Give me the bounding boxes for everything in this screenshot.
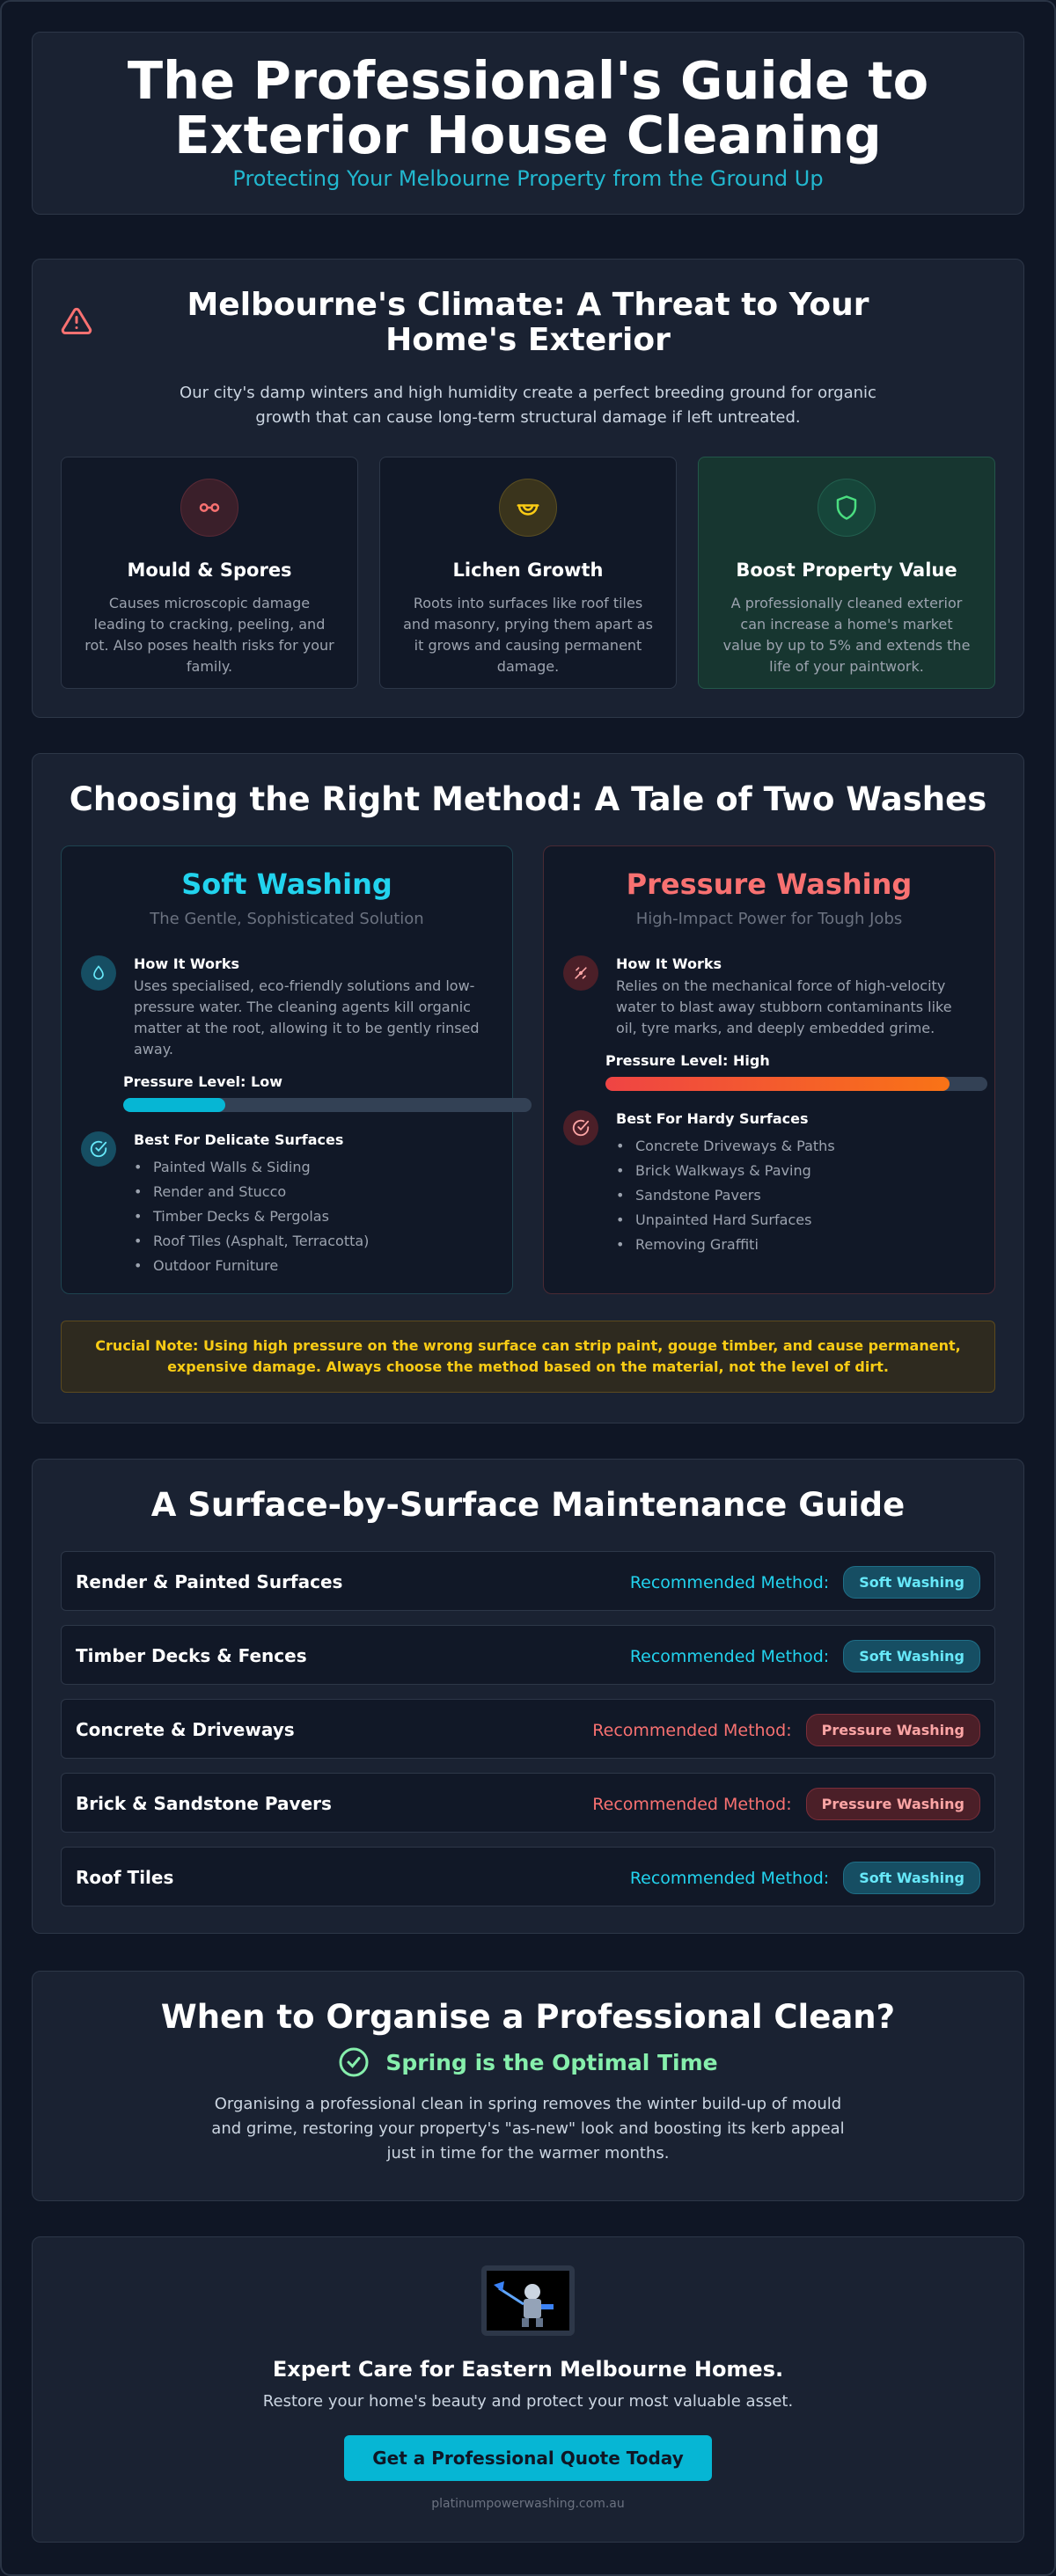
how-it-works-heading: How It Works [134, 955, 240, 972]
timing-section [32, 1971, 1024, 2201]
feature-title: Mould & Spores [127, 560, 292, 581]
mascot-logo-icon [487, 2271, 569, 2331]
cta-section [32, 2236, 1024, 2543]
soft-surface-list [134, 1155, 495, 1278]
page-title [33, 50, 1023, 165]
recommended-label: Recommended Method: [592, 1794, 792, 1814]
timing-text: Organising a professional clean in spring removes the winter build-up of mould and grime, restoring your property's "as-new" look and boosting its kerb appeal just in time for the warmer months. [211, 2095, 845, 2163]
soft-how-it-works [81, 955, 495, 1060]
pressure-how-it-works [563, 955, 977, 1039]
surfaces-section [32, 1459, 1024, 1934]
list-item: • Brick Walkways & Paving [616, 1159, 977, 1183]
lichen-icon [499, 479, 557, 537]
spores-icon [180, 479, 238, 537]
recommended-label: Recommended Method: [629, 1868, 830, 1888]
list-item: • Removing Graffiti [616, 1233, 977, 1257]
climate-title: Melbourne's Climate: A Threat to Your Home's Exterior [187, 287, 869, 358]
recommended-label: Recommended Method: [592, 1720, 792, 1740]
feature-card-value [698, 457, 995, 689]
best-for-heading: Best For Delicate Surfaces [134, 1131, 344, 1148]
feature-title: Lichen Growth [452, 560, 604, 581]
list-item: • Outdoor Furniture [134, 1254, 495, 1278]
climate-intro: Our city's damp winters and high humidity create a perfect breeding ground for organic growth that can cause long-term structural damage if left untreated. [180, 384, 876, 427]
surface-row [61, 1773, 995, 1833]
surface-name: Render & Painted Surfaces [76, 1571, 343, 1592]
feature-text: Roots into surfaces like roof tiles and masonry, prying them apart as it grows and causing permanent damage. [403, 595, 653, 675]
check-circle-icon [563, 1110, 598, 1145]
list-item: • Sandstone Pavers [616, 1183, 977, 1208]
soft-washing-card [61, 845, 513, 1294]
list-item: • Roof Tiles (Asphalt, Terracotta) [134, 1229, 495, 1254]
cta-title: Expert Care for Eastern Melbourne Homes. [272, 2357, 784, 2382]
climate-section [32, 259, 1024, 718]
method-badge: Pressure Washing [806, 1714, 980, 1746]
feature-title: Boost Property Value [736, 560, 957, 581]
soft-washing-tagline: The Gentle, Sophisticated Solution [150, 910, 424, 928]
pressure-pressure-label: Pressure Level: High [605, 1052, 770, 1069]
cta-subtitle: Restore your home's beauty and protect your most valuable asset. [262, 2392, 794, 2411]
spring-highlight-text: Spring is the Optimal Time [385, 2049, 718, 2075]
warning-icon [61, 305, 92, 337]
soft-best-for [81, 1131, 495, 1278]
pressure-best-for [563, 1110, 977, 1257]
how-it-works-heading: How It Works [616, 955, 722, 972]
surface-name: Brick & Sandstone Pavers [76, 1793, 332, 1814]
method-badge: Soft Washing [843, 1566, 980, 1599]
feature-card-mould [61, 457, 358, 689]
feature-text: Causes microscopic damage leading to cracking, peeling, and rot. Also poses health risks for your family. [84, 595, 334, 675]
pressure-washing-tagline: High-Impact Power for Tough Jobs [635, 910, 903, 928]
surface-row [61, 1625, 995, 1685]
list-item: • Render and Stucco [134, 1180, 495, 1204]
check-circle-icon [81, 1131, 116, 1167]
pressure-pressure-bar [605, 1077, 987, 1091]
method-badge: Pressure Washing [806, 1788, 980, 1820]
get-quote-button[interactable]: Get a Professional Quote Today [344, 2435, 711, 2481]
pressure-washing-card [543, 845, 995, 1294]
feature-text: A professionally cleaned exterior can increase a home's market value by up to 5% and extends the life of your paintwork. [722, 595, 971, 675]
surface-name: Concrete & Driveways [76, 1719, 295, 1740]
how-it-works-text: Uses specialised, eco-friendly solutions and low-pressure water. The cleaning agents kill organic matter at the root, allowing it to be gently rinsed away. [134, 977, 480, 1057]
soft-pressure-fill [123, 1098, 225, 1112]
recommended-label: Recommended Method: [629, 1572, 830, 1592]
best-for-heading: Best For Hardy Surfaces [616, 1110, 809, 1127]
page-subtitle: Protecting Your Melbourne Property from the Ground Up [232, 166, 824, 191]
list-item: • Painted Walls & Siding [134, 1155, 495, 1180]
how-it-works-text: Relies on the mechanical force of high-velocity water to blast away stubborn contaminants like oil, tyre marks, and deeply embedded grime. [616, 977, 952, 1036]
soft-washing-title: Soft Washing [181, 867, 392, 901]
feature-card-lichen [379, 457, 677, 689]
recommended-label: Recommended Method: [629, 1646, 830, 1666]
droplet-icon [81, 955, 116, 991]
method-badge: Soft Washing [843, 1862, 980, 1894]
methods-section [32, 753, 1024, 1423]
list-item: • Timber Decks & Pergolas [134, 1204, 495, 1229]
title-line-1: The Professional's Guide to [127, 50, 929, 111]
pressure-pressure-fill [605, 1077, 950, 1091]
pressure-surface-list [616, 1134, 977, 1257]
spring-highlight [33, 2046, 1023, 2078]
shield-icon [818, 479, 876, 537]
hero-header [32, 32, 1024, 215]
surfaces-title: A Surface-by-Surface Maintenance Guide [150, 1486, 906, 1524]
surface-row [61, 1847, 995, 1906]
surface-name: Timber Decks & Fences [76, 1645, 307, 1666]
check-circle-icon [338, 2046, 370, 2078]
crucial-note: Crucial Note: Using high pressure on the wrong surface can strip paint, gouge timber, and cause permanent, expensive damage. Always choose the method based on the material, not the level of dirt. [61, 1321, 995, 1393]
company-logo [481, 2265, 575, 2336]
website-url[interactable]: platinumpowerwashing.com.au [431, 2497, 625, 2511]
surface-name: Roof Tiles [76, 1867, 174, 1888]
soft-pressure-label: Pressure Level: Low [123, 1073, 282, 1090]
title-line-2: Exterior House Cleaning [174, 105, 882, 165]
pressure-washing-title: Pressure Washing [626, 867, 913, 901]
list-item: • Concrete Driveways & Paths [616, 1134, 977, 1159]
timing-title: When to Organise a Professional Clean? [160, 1998, 896, 2036]
soft-pressure-bar [123, 1098, 532, 1112]
burst-icon [563, 955, 598, 991]
surface-row [61, 1699, 995, 1759]
list-item: • Unpainted Hard Surfaces [616, 1208, 977, 1233]
method-badge: Soft Washing [843, 1640, 980, 1672]
surface-row [61, 1551, 995, 1611]
methods-title: Choosing the Right Method: A Tale of Two Washes [69, 780, 987, 818]
